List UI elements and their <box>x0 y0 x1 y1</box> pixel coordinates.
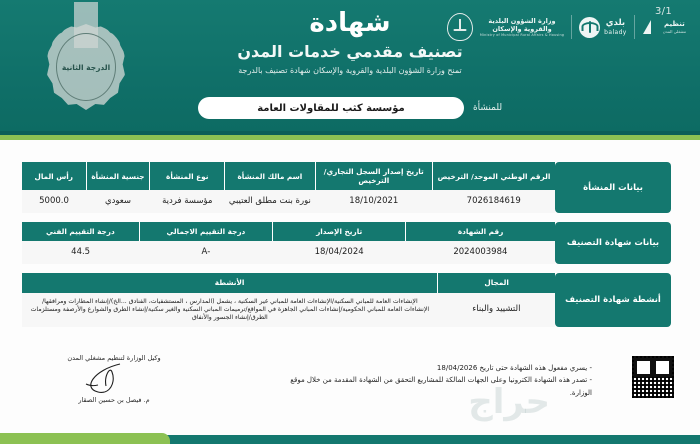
tanzim-label-secondary: مشغلي المدن <box>662 28 686 34</box>
certificate-data-block <box>22 222 678 264</box>
balady-label-arabic: بلدي <box>605 18 626 29</box>
activities-table <box>22 273 555 326</box>
ministry-label-line3: Ministry of Municipal Rural Affairs & Housing <box>479 33 565 37</box>
note-validity-date: 18/04/2026 <box>436 364 478 372</box>
signature-scribble <box>24 362 204 396</box>
col-issue-date: تاريخ الإصدار <box>273 222 406 241</box>
certificate-description: تمنح وزارة الشؤون البلدية والقروية والإسكان شهادة تصنيف بالدرجة <box>238 66 462 75</box>
certificate-title: شهادة <box>309 8 391 38</box>
signature-svg <box>24 362 204 396</box>
col-technical-grade: درجة التقييم الفني <box>22 222 139 241</box>
note-validity-text: - يسري مفعول هذه الشهادة حتى تاريخ <box>479 364 592 372</box>
value-capital: 5000.0 <box>22 190 86 213</box>
value-overall-grade: -A <box>139 241 272 264</box>
col-activities: الأنشطة <box>22 273 438 292</box>
value-cr-issue-date: 18/10/2021 <box>315 190 432 213</box>
establishment-prefix-label: للمنشأة <box>472 103 503 113</box>
certificate-subtitle: تصنيف مقدمي خدمات المدن <box>237 42 463 61</box>
col-field: المجال <box>438 273 555 292</box>
establishment-block-title: بيانات المنشأة <box>555 162 671 213</box>
balady-label-english: balady <box>604 28 627 36</box>
establishment-data-block <box>22 162 678 213</box>
col-overall-grade: درجة التقييم الاجمالي <box>139 222 272 241</box>
watermark-text: حراج <box>468 382 550 422</box>
table-header-row <box>22 162 555 190</box>
seal-grade-label: الدرجة الثانية <box>61 62 111 72</box>
col-establishment-type: نوع المنشأة <box>150 162 225 190</box>
signature-area <box>24 354 204 404</box>
table-row <box>22 241 555 264</box>
table-header-row <box>22 222 555 241</box>
tanzim-label-primary: تنظيم <box>664 20 685 29</box>
table-row <box>22 190 555 213</box>
col-capital: رأس المال <box>22 162 86 190</box>
col-certificate-number: رقم الشهادة <box>406 222 555 241</box>
establishment-table <box>22 162 555 213</box>
page-number: 3/1 <box>655 6 672 17</box>
col-nationality: جنسية المنشأة <box>86 162 150 190</box>
note-electronic: - تصدر هذه الشهادة الكترونيا وعلى الجهات المالكة للمشاريع التحقق من الشهادة المقدمة من خلال موقع الوزارة. <box>290 376 592 397</box>
value-license-number: 7026184619 <box>432 190 555 213</box>
signature-name: م. فيصل بن حسين الصقار <box>78 396 150 404</box>
activities-block <box>22 273 678 326</box>
value-technical-grade: 44.5 <box>22 241 139 264</box>
note-validity <box>272 362 592 374</box>
footer-notes <box>272 362 592 399</box>
certificate-block-title: بيانات شهادة التصنيف <box>555 222 671 264</box>
certificate-header <box>0 0 700 131</box>
value-certificate-number: 2024003984 <box>406 241 555 264</box>
value-field: التشييد والبناء <box>438 293 555 327</box>
footer-bar-accent <box>0 433 170 444</box>
activities-block-title: أنشطة شهادة التصنيف <box>555 273 671 326</box>
ministry-label-line2: والقروية والإسكان <box>492 24 552 33</box>
value-nationality: سعودي <box>86 190 150 213</box>
establishment-row <box>0 97 700 119</box>
certificate-table <box>22 222 555 264</box>
establishment-name-pill: مؤسسة كثب للمقاولات العامة <box>198 97 464 119</box>
certificate-body <box>0 140 700 327</box>
value-activities: الإنشاءات العامة للمباني السكنية/الإنشاءات العامة للمباني غير السكنية ، يشمل (المدارس ، المستشفيات، الفنادق ...الخ)/إنشاء المطارات ومرافقها/الإنشاءات العامة للمباني الحكومية/إنشاءات المباني الجاهزة في المواقع/ترميمات المباني السكنية والغير سكنية/إنشاء الطرق والشوارع والأرصفة ومستلزمات الطرق/إنشاء الجسور والأنفاق <box>22 293 438 327</box>
value-owner-name: نورة بنت مطلق العتيبي <box>225 190 316 213</box>
certificate-footer <box>0 348 700 444</box>
qr-code[interactable] <box>630 354 676 400</box>
value-issue-date: 18/04/2024 <box>273 241 406 264</box>
col-cr-issue-date: تاريخ إصدار السجل التجاري/ الترخيص <box>315 162 432 190</box>
table-row <box>22 293 555 327</box>
table-header-row <box>22 273 555 292</box>
col-owner-name: اسم مالك المنشأة <box>225 162 316 190</box>
value-establishment-type: مؤسسة فردية <box>150 190 225 213</box>
col-license-number: الرقم الوطني الموحد/ الترخيص <box>432 162 555 190</box>
signature-title: وكيل الوزارة لتنظيم مشغلي المدن <box>67 354 161 362</box>
ministry-label-line1: وزارة الشؤون البلدية <box>488 16 556 25</box>
